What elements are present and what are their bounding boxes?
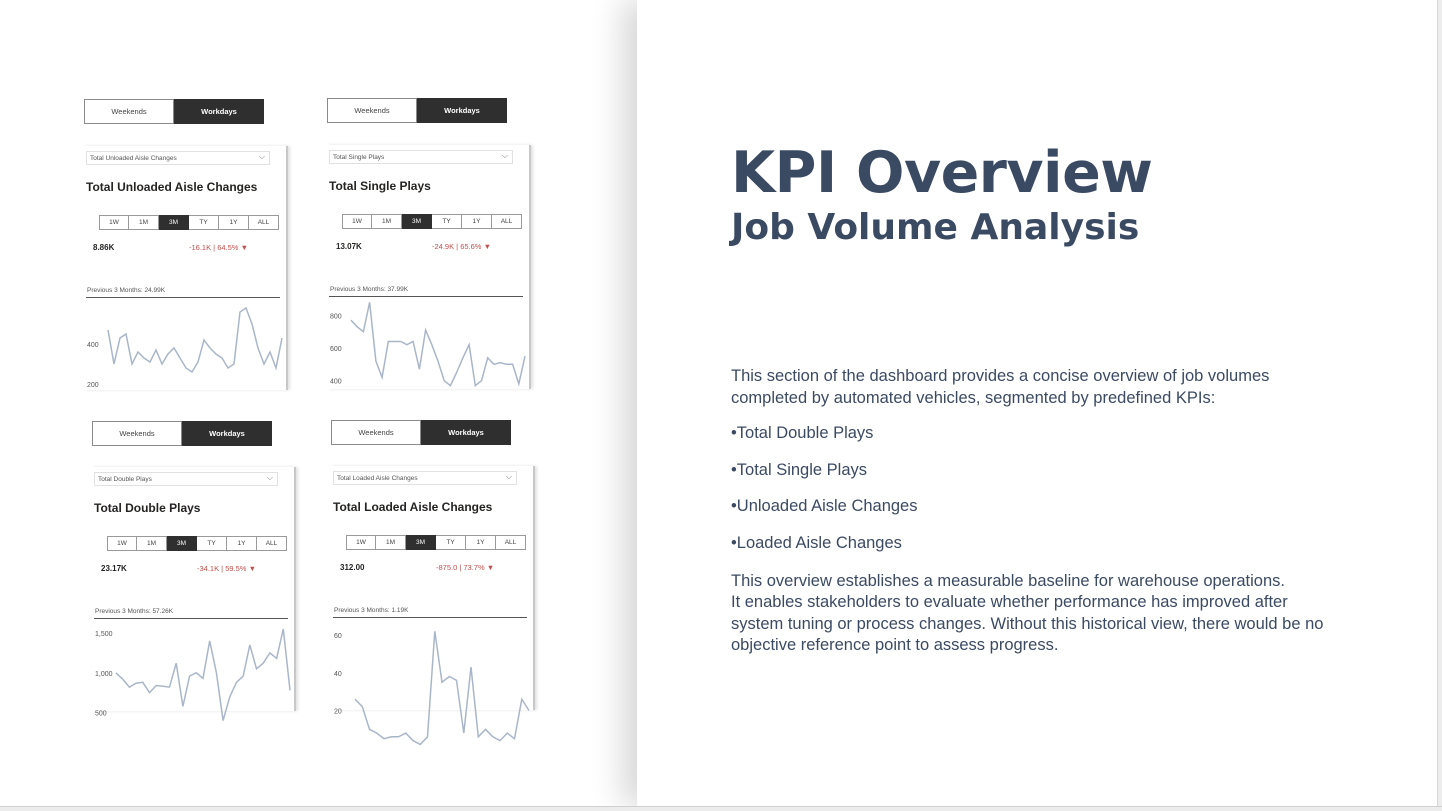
period-button-1y[interactable]: 1Y (462, 214, 492, 229)
y-tick-label: 1,000 (95, 670, 113, 678)
period-button-1w[interactable]: 1W (107, 536, 137, 551)
kpi-value: 312.00 (340, 563, 365, 572)
kpi-select-value: Total Unloaded Aisle Changes (90, 154, 177, 162)
period-button-1m[interactable]: 1M (129, 215, 159, 230)
trend-sparkline (92, 619, 294, 718)
period-selector (107, 536, 287, 551)
period-button-3m[interactable]: 3M (167, 536, 197, 551)
day-type-toggle-loaded[interactable] (331, 420, 511, 445)
kpi-select-dropdown[interactable] (94, 472, 278, 486)
y-tick-label: 40 (334, 670, 342, 678)
trend-sparkline (327, 297, 529, 389)
period-button-1y[interactable]: 1Y (466, 535, 496, 550)
period-button-1y[interactable]: 1Y (219, 215, 249, 230)
bullet-double-plays: •Total Double Plays (731, 424, 874, 442)
y-tick-label: 400 (330, 378, 342, 386)
period-selector (346, 535, 526, 550)
weekends-button[interactable]: Weekends (84, 99, 174, 124)
trend-sparkline (331, 618, 533, 716)
day-type-toggle-unloaded[interactable] (84, 99, 264, 124)
intro-paragraph: This section of the dashboard provides a concise overview of job volumes completed by automated vehicles, segmented by predefined KPIs: (731, 367, 1270, 407)
slide-subtitle: Job Volume Analysis (731, 207, 1140, 248)
card-title: Total Unloaded Aisle Changes (86, 180, 258, 194)
bullet-loaded-aisle-changes: •Loaded Aisle Changes (731, 534, 902, 552)
day-type-toggle-double[interactable] (92, 421, 272, 446)
workdays-button[interactable]: Workdays (174, 99, 264, 124)
period-button-1m[interactable]: 1M (372, 214, 402, 229)
period-selector (99, 215, 279, 230)
workdays-button[interactable]: Workdays (421, 420, 511, 445)
outro-paragraph: It enables stakeholders to evaluate whether performance has improved after system tuning or process changes. Without this historical view, there would be no objective reference point to assess progress. (731, 593, 1324, 654)
kpi-card-unloaded-aisle-changes (84, 146, 288, 390)
period-button-1w[interactable]: 1W (346, 535, 376, 550)
period-button-1w[interactable]: 1W (342, 214, 372, 229)
period-button-all[interactable]: ALL (257, 536, 287, 551)
card-title: Total Double Plays (94, 501, 201, 515)
period-button-3m[interactable]: 3M (402, 214, 432, 229)
previous-period-label: Previous 3 Months: 57.26K (95, 608, 174, 615)
kpi-delta: -24.9K | 65.6% ▼ (432, 242, 491, 251)
chevron-down-icon: ⌵ (505, 472, 512, 481)
bullet-single-plays: •Total Single Plays (731, 461, 868, 479)
kpi-select-dropdown[interactable] (329, 150, 513, 164)
left-pane (0, 0, 637, 811)
kpi-select-dropdown[interactable] (86, 151, 270, 165)
kpi-delta: -875.0 | 73.7% ▼ (436, 563, 495, 572)
series-line (108, 308, 282, 372)
weekends-button[interactable]: Weekends (92, 421, 182, 446)
chevron-down-icon: ⌵ (266, 473, 273, 482)
previous-period-label: Previous 3 Months: 24.99K (87, 287, 166, 294)
previous-period-label: Previous 3 Months: 1.19K (334, 607, 409, 614)
kpi-select-value: Total Loaded Aisle Changes (337, 474, 418, 482)
kpi-value: 13.07K (336, 242, 362, 251)
workdays-button[interactable]: Workdays (182, 421, 272, 446)
kpi-card-double-plays (92, 467, 296, 718)
chevron-down-icon: ⌵ (501, 151, 508, 160)
period-button-1w[interactable]: 1W (99, 215, 129, 230)
period-button-ty[interactable]: TY (436, 535, 466, 550)
period-button-1m[interactable]: 1M (137, 536, 167, 551)
weekends-button[interactable]: Weekends (331, 420, 421, 445)
series-line (116, 629, 290, 721)
kpi-card-single-plays (327, 145, 531, 389)
day-type-toggle-single[interactable] (327, 98, 507, 123)
y-tick-label: 60 (334, 633, 342, 641)
period-button-all[interactable]: ALL (492, 214, 522, 229)
chevron-down-icon: ⌵ (258, 152, 265, 161)
kpi-select-value: Total Double Plays (98, 475, 152, 483)
window-right-edge (1437, 0, 1442, 811)
slide-title: KPI Overview (731, 140, 1153, 206)
y-tick-label: 500 (95, 710, 107, 718)
y-tick-label: 1,500 (95, 630, 113, 638)
trend-sparkline (84, 298, 286, 390)
kpi-card-loaded-aisle-changes (331, 466, 535, 716)
weekends-button[interactable]: Weekends (327, 98, 417, 123)
kpi-value: 8.86K (93, 243, 115, 252)
period-button-all[interactable]: ALL (496, 535, 526, 550)
outro-line-1: This overview establishes a measurable baseline for warehouse operations. (731, 572, 1285, 590)
series-line (355, 631, 529, 744)
period-button-ty[interactable]: TY (197, 536, 227, 551)
y-tick-label: 200 (87, 382, 99, 389)
series-line (351, 302, 525, 385)
period-selector (342, 214, 522, 229)
card-title: Total Loaded Aisle Changes (333, 500, 493, 514)
y-tick-label: 400 (87, 342, 99, 349)
workdays-button[interactable]: Workdays (417, 98, 507, 123)
kpi-value: 23.17K (101, 564, 127, 573)
y-tick-label: 800 (330, 313, 342, 321)
previous-period-label: Previous 3 Months: 37.99K (330, 286, 409, 293)
period-button-3m[interactable]: 3M (159, 215, 189, 230)
kpi-select-value: Total Single Plays (333, 153, 385, 161)
y-tick-label: 600 (330, 346, 342, 353)
card-title: Total Single Plays (329, 179, 431, 193)
period-button-all[interactable]: ALL (249, 215, 279, 230)
period-button-ty[interactable]: TY (432, 214, 462, 229)
kpi-delta: -34.1K | 59.5% ▼ (197, 564, 256, 573)
y-tick-label: 20 (334, 708, 342, 716)
period-button-1y[interactable]: 1Y (227, 536, 257, 551)
kpi-select-dropdown[interactable] (333, 471, 517, 485)
period-button-1m[interactable]: 1M (376, 535, 406, 550)
period-button-3m[interactable]: 3M (406, 535, 436, 550)
window-bottom-edge (0, 806, 1442, 811)
period-button-ty[interactable]: TY (189, 215, 219, 230)
kpi-delta: -16.1K | 64.5% ▼ (189, 243, 248, 252)
bullet-unloaded-aisle-changes: •Unloaded Aisle Changes (731, 497, 918, 515)
